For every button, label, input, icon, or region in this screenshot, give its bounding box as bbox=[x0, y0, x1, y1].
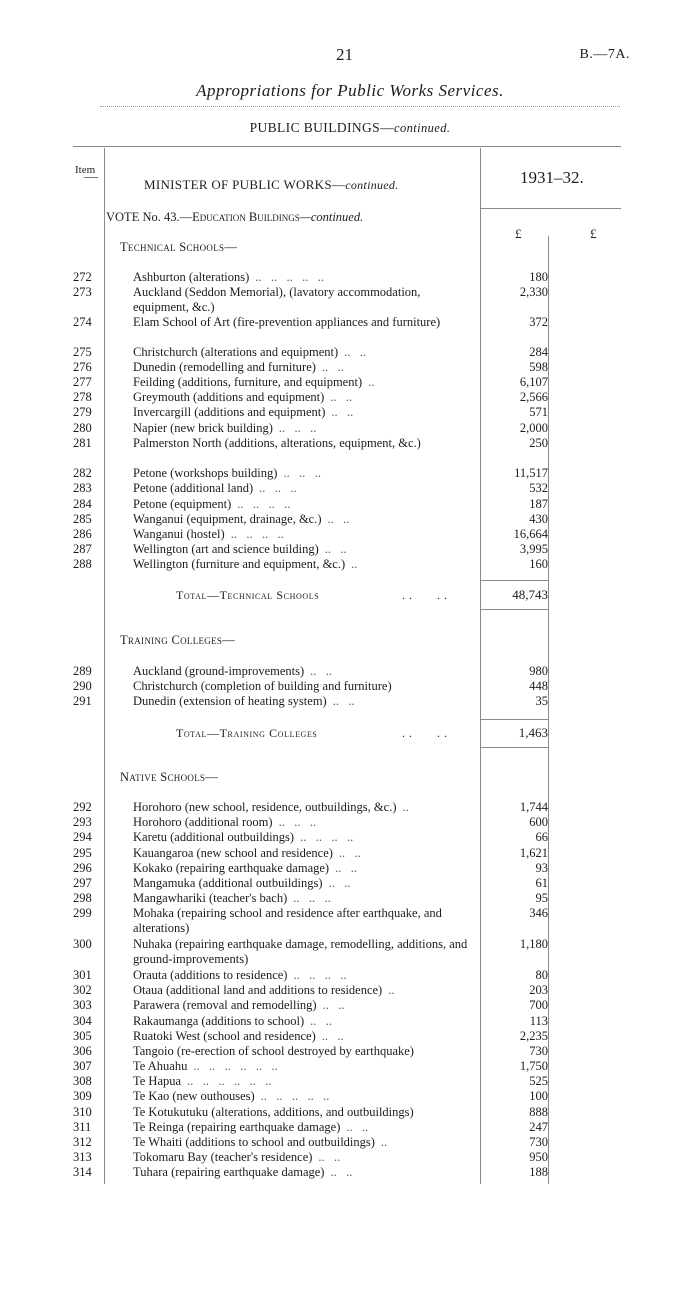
item-description bbox=[133, 1120, 475, 1135]
item-number: 295 bbox=[73, 846, 92, 860]
item-number: 290 bbox=[73, 679, 92, 693]
item-description bbox=[133, 1029, 475, 1044]
item-number: 296 bbox=[73, 861, 92, 875]
item-amount: 113 bbox=[529, 1014, 548, 1028]
item-description bbox=[133, 512, 475, 527]
item-number: 298 bbox=[73, 891, 92, 905]
item-amount: 95 bbox=[535, 891, 548, 905]
item-description bbox=[133, 891, 475, 906]
item-description bbox=[133, 830, 475, 845]
item-number: 293 bbox=[73, 815, 92, 829]
technical-total-rule bbox=[480, 580, 548, 581]
item-amount: 16,664 bbox=[513, 527, 548, 541]
item-description bbox=[133, 861, 475, 876]
leader-dots: .. bbox=[351, 557, 358, 571]
item-description-text: Petone (equipment) bbox=[133, 497, 232, 511]
leader-dots: .. .. bbox=[331, 405, 354, 419]
item-number: 275 bbox=[73, 345, 92, 359]
item-description bbox=[133, 983, 475, 998]
item-amount: 571 bbox=[529, 405, 548, 419]
section-heading-technical-schools: Technical Schools— bbox=[120, 240, 238, 254]
item-description-text: Orauta (additions to residence) bbox=[133, 968, 288, 982]
item-description-text: Te Ahuahu bbox=[133, 1059, 188, 1073]
leader-dots: .. .. bbox=[338, 846, 361, 860]
item-number: 276 bbox=[73, 360, 92, 374]
leader-dots: .. .. .. .. bbox=[293, 968, 347, 982]
training-total-leaders: .. .. bbox=[402, 726, 451, 740]
item-description bbox=[133, 527, 475, 542]
minister-main: MINISTER OF PUBLIC WORKS— bbox=[144, 177, 346, 192]
item-description bbox=[133, 815, 475, 830]
item-amount: 2,330 bbox=[519, 285, 548, 299]
year-underline bbox=[480, 208, 621, 209]
leader-dots: .. .. .. bbox=[293, 891, 331, 905]
item-description-text: Te Kotukutuku (alterations, additions, and outbuildings) bbox=[133, 1105, 414, 1119]
item-number: 273 bbox=[73, 285, 92, 299]
item-description bbox=[133, 405, 475, 420]
item-description-text: Christchurch (completion of building and furniture) bbox=[133, 679, 392, 693]
amount-column-left-border bbox=[480, 148, 481, 1184]
item-description bbox=[133, 1105, 475, 1120]
item-description bbox=[133, 360, 475, 375]
item-description bbox=[133, 315, 475, 330]
page-title: Appropriations for Public Works Services. bbox=[196, 81, 504, 100]
item-amount: 160 bbox=[529, 557, 548, 571]
item-description bbox=[133, 937, 475, 967]
leader-dots: .. .. bbox=[310, 1014, 333, 1028]
item-description-text: Kokako (repairing earthquake damage) bbox=[133, 861, 330, 875]
item-description-text: Ruatoki West (school and residence) bbox=[133, 1029, 316, 1043]
item-amount: 1,744 bbox=[519, 800, 548, 814]
item-amount: 35 bbox=[535, 694, 548, 708]
item-amount: 180 bbox=[529, 270, 548, 284]
item-description-text: Wellington (art and science building) bbox=[133, 542, 319, 556]
item-description bbox=[133, 968, 475, 983]
minister-heading bbox=[144, 177, 399, 193]
item-number: 297 bbox=[73, 876, 92, 890]
item-number: 282 bbox=[73, 466, 92, 480]
item-description-text: Tokomaru Bay (teacher's residence) bbox=[133, 1150, 313, 1164]
leader-dots: .. .. .. .. .. .. bbox=[187, 1074, 272, 1088]
item-description-text: Wanganui (equipment, drainage, &c.) bbox=[133, 512, 322, 526]
item-description-text: Mangamuka (additional outbuildings) bbox=[133, 876, 323, 890]
item-description-text: Tangoio (re-erection of school destroyed by earthquake) bbox=[133, 1044, 414, 1058]
leader-dots: .. .. .. .. bbox=[237, 497, 291, 511]
item-description-text: Tuhara (repairing earthquake damage) bbox=[133, 1165, 325, 1179]
item-number: 272 bbox=[73, 270, 92, 284]
technical-total-amount: 48,743 bbox=[512, 587, 548, 602]
item-number: 287 bbox=[73, 542, 92, 556]
leader-dots: .. .. bbox=[310, 664, 333, 678]
item-amount: 188 bbox=[529, 1165, 548, 1179]
item-number: 304 bbox=[73, 1014, 92, 1028]
item-amount: 2,235 bbox=[519, 1029, 548, 1043]
leader-dots: .. .. bbox=[328, 876, 351, 890]
leader-dots: .. .. .. bbox=[283, 466, 321, 480]
item-amount: 730 bbox=[529, 1044, 548, 1058]
leader-dots: .. .. .. .. bbox=[230, 527, 284, 541]
leader-dots: .. .. bbox=[321, 360, 344, 374]
leader-dots: .. bbox=[402, 800, 409, 814]
item-number: 312 bbox=[73, 1135, 92, 1149]
item-amount: 1,621 bbox=[519, 846, 548, 860]
item-description-text: Karetu (additional outbuildings) bbox=[133, 830, 295, 844]
training-total-label: Total—Training Colleges bbox=[176, 726, 318, 740]
item-description-text: Dunedin (extension of heating system) bbox=[133, 694, 327, 708]
training-total-amount: 1,463 bbox=[518, 725, 548, 740]
subtitle-main: PUBLIC BUILDINGS— bbox=[249, 120, 394, 135]
item-amount: 203 bbox=[529, 983, 548, 997]
item-amount: 3,995 bbox=[519, 542, 548, 556]
year-column-header: 1931–32. bbox=[520, 168, 584, 187]
item-description bbox=[133, 421, 475, 436]
vote-heading bbox=[106, 210, 363, 225]
item-description bbox=[133, 876, 475, 891]
minister-continued: continued. bbox=[345, 178, 399, 192]
leader-dots: .. .. bbox=[332, 694, 355, 708]
vote-prefix: VOTE No. 43.— bbox=[106, 210, 193, 224]
item-description-text: Parawera (removal and remodelling) bbox=[133, 998, 317, 1012]
item-description-text: Otaua (additional land and additions to residence) bbox=[133, 983, 383, 997]
item-column-divider bbox=[104, 148, 105, 1184]
item-description bbox=[133, 664, 475, 679]
item-amount: 346 bbox=[529, 906, 548, 920]
leader-dots: .. .. bbox=[346, 1120, 369, 1134]
item-number: 284 bbox=[73, 497, 92, 511]
item-number: 294 bbox=[73, 830, 92, 844]
leader-dots: .. .. .. .. .. bbox=[260, 1089, 330, 1103]
item-amount: 980 bbox=[529, 664, 548, 678]
item-number: 285 bbox=[73, 512, 92, 526]
item-description bbox=[133, 1014, 475, 1029]
item-number: 300 bbox=[73, 937, 92, 951]
leader-dots: .. bbox=[368, 375, 375, 389]
vote-name: Education Buildings bbox=[192, 210, 300, 224]
table-top-rule bbox=[73, 146, 621, 147]
item-description bbox=[133, 1165, 475, 1180]
item-amount: 187 bbox=[529, 497, 548, 511]
item-number: 286 bbox=[73, 527, 92, 541]
item-description-text: Wanganui (hostel) bbox=[133, 527, 225, 541]
leader-dots: .. .. bbox=[324, 542, 347, 556]
item-amount: 66 bbox=[535, 830, 548, 844]
item-amount: 1,750 bbox=[519, 1059, 548, 1073]
item-number: 301 bbox=[73, 968, 92, 982]
item-description bbox=[133, 1150, 475, 1165]
item-amount: 888 bbox=[529, 1105, 548, 1119]
item-number: 313 bbox=[73, 1150, 92, 1164]
item-description bbox=[133, 436, 475, 451]
leader-dots: .. .. bbox=[321, 1029, 344, 1043]
item-number: 307 bbox=[73, 1059, 92, 1073]
item-number: 274 bbox=[73, 315, 92, 329]
leader-dots: .. .. bbox=[344, 345, 367, 359]
item-description-text: Auckland (ground-improvements) bbox=[133, 664, 305, 678]
item-description-text: Kauangaroa (new school and residence) bbox=[133, 846, 333, 860]
section-heading-native-schools: Native Schools— bbox=[120, 770, 219, 784]
item-description bbox=[133, 1059, 475, 1074]
leader-dots: .. .. bbox=[322, 998, 345, 1012]
leader-dots: .. bbox=[380, 1135, 388, 1149]
item-description bbox=[133, 800, 475, 815]
item-description bbox=[133, 846, 475, 861]
item-number: 309 bbox=[73, 1089, 92, 1103]
item-number: 283 bbox=[73, 481, 92, 495]
item-description-text: Auckland (Seddon Memorial), (lavatory accommodation, equipment, &c.) bbox=[133, 285, 421, 314]
item-number: 281 bbox=[73, 436, 92, 450]
leader-dots: .. .. bbox=[335, 861, 357, 875]
item-description-text: Rakaumanga (additions to school) bbox=[133, 1014, 305, 1028]
item-description-text: Feilding (additions, furniture, and equipment) bbox=[133, 375, 363, 389]
item-description bbox=[133, 1044, 475, 1059]
item-description-text: Te Whaiti (additions to school and outbuildings) bbox=[133, 1135, 375, 1149]
item-description-text: Mohaka (repairing school and residence after earthquake, and alterations) bbox=[133, 906, 442, 935]
training-total-rule bbox=[480, 719, 548, 720]
item-amount: 2,566 bbox=[519, 390, 548, 404]
item-description-text: Napier (new brick building) bbox=[133, 421, 273, 435]
currency-symbol-column-1: £ bbox=[515, 226, 522, 241]
item-column-header: Item bbox=[75, 164, 96, 176]
item-description-text: Te Hapua bbox=[133, 1074, 182, 1088]
leader-dots: .. .. bbox=[330, 390, 353, 404]
item-description-text: Horohoro (additional room) bbox=[133, 815, 273, 829]
technical-total-leaders: .. .. bbox=[402, 588, 451, 602]
leader-dots: .. .. bbox=[318, 1150, 341, 1164]
page-number: 21 bbox=[336, 45, 353, 64]
item-description bbox=[133, 497, 475, 512]
item-number: 279 bbox=[73, 405, 92, 419]
item-description bbox=[133, 694, 475, 709]
item-header-dash bbox=[84, 177, 98, 178]
item-description bbox=[133, 375, 475, 390]
item-amount: 430 bbox=[529, 512, 548, 526]
item-number: 302 bbox=[73, 983, 92, 997]
item-amount: 950 bbox=[529, 1150, 548, 1164]
item-number: 314 bbox=[73, 1165, 92, 1179]
item-description bbox=[133, 1089, 475, 1104]
item-description-text: Greymouth (additions and equipment) bbox=[133, 390, 325, 404]
item-description bbox=[133, 390, 475, 405]
item-number: 280 bbox=[73, 421, 92, 435]
item-number: 299 bbox=[73, 906, 92, 920]
leader-dots: .. .. .. bbox=[259, 481, 297, 495]
item-amount: 600 bbox=[529, 815, 548, 829]
item-description-text: Nuhaka (repairing earthquake damage, remodelling, additions, and ground-improvements) bbox=[133, 937, 468, 966]
leader-dots: .. .. .. .. .. .. bbox=[193, 1059, 278, 1073]
item-description-text: Mangawhariki (teacher's bach) bbox=[133, 891, 288, 905]
item-number: 289 bbox=[73, 664, 92, 678]
item-amount: 598 bbox=[529, 360, 548, 374]
section-subtitle bbox=[0, 120, 700, 136]
technical-total-underline bbox=[480, 609, 548, 610]
leader-dots: .. .. bbox=[327, 512, 350, 526]
title-divider bbox=[100, 106, 620, 107]
leader-dots: .. .. .. bbox=[278, 815, 317, 829]
item-number: 277 bbox=[73, 375, 92, 389]
item-amount: 80 bbox=[535, 968, 548, 982]
leader-dots: .. .. .. bbox=[278, 421, 317, 435]
item-number: 292 bbox=[73, 800, 92, 814]
item-description-text: Horohoro (new school, residence, outbuildings, &c.) bbox=[133, 800, 397, 814]
item-number: 288 bbox=[73, 557, 92, 571]
item-amount: 6,107 bbox=[519, 375, 548, 389]
currency-symbol-column-2: £ bbox=[590, 226, 597, 241]
item-amount: 2,000 bbox=[519, 421, 548, 435]
item-description bbox=[133, 998, 475, 1013]
subtitle-continued: continued. bbox=[394, 121, 451, 135]
item-number: 306 bbox=[73, 1044, 92, 1058]
item-amount: 61 bbox=[535, 876, 548, 890]
technical-total-label: Total—Technical Schools bbox=[176, 588, 320, 602]
amount-column-divider bbox=[548, 236, 549, 1184]
item-amount: 93 bbox=[535, 861, 548, 875]
leader-dots: .. .. .. .. .. bbox=[255, 270, 325, 284]
leader-dots: .. .. bbox=[330, 1165, 353, 1179]
leader-dots: .. .. .. .. bbox=[300, 830, 354, 844]
item-description-text: Ashburton (alterations) bbox=[133, 270, 250, 284]
item-number: 305 bbox=[73, 1029, 92, 1043]
item-description-text: Te Kao (new outhouses) bbox=[133, 1089, 255, 1103]
item-description bbox=[133, 481, 475, 496]
item-description bbox=[133, 542, 475, 557]
item-amount: 700 bbox=[529, 998, 548, 1012]
item-number: 291 bbox=[73, 694, 92, 708]
item-description bbox=[133, 285, 475, 315]
item-amount: 448 bbox=[529, 679, 548, 693]
item-amount: 284 bbox=[529, 345, 548, 359]
item-amount: 372 bbox=[529, 315, 548, 329]
item-description bbox=[133, 466, 475, 481]
item-description bbox=[133, 906, 475, 936]
item-amount: 250 bbox=[529, 436, 548, 450]
item-number: 311 bbox=[73, 1120, 92, 1134]
item-description-text: Petone (additional land) bbox=[133, 481, 254, 495]
item-amount: 730 bbox=[529, 1135, 548, 1149]
item-description-text: Invercargill (additions and equipment) bbox=[133, 405, 326, 419]
item-description-text: Christchurch (alterations and equipment) bbox=[133, 345, 339, 359]
item-amount: 11,517 bbox=[514, 466, 548, 480]
item-description bbox=[133, 679, 475, 694]
item-description-text: Dunedin (remodelling and furniture) bbox=[133, 360, 316, 374]
item-description bbox=[133, 345, 475, 360]
item-description bbox=[133, 270, 475, 285]
item-amount: 525 bbox=[529, 1074, 548, 1088]
item-amount: 247 bbox=[529, 1120, 548, 1134]
item-description-text: Petone (workshops building) bbox=[133, 466, 278, 480]
training-total-underline bbox=[480, 747, 548, 748]
item-amount: 100 bbox=[529, 1089, 548, 1103]
item-description bbox=[133, 1135, 475, 1150]
leader-dots: .. bbox=[388, 983, 395, 997]
item-number: 278 bbox=[73, 390, 92, 404]
item-description-text: Te Reinga (repairing earthquake damage) bbox=[133, 1120, 341, 1134]
item-description-text: Wellington (furniture and equipment, &c.) bbox=[133, 557, 346, 571]
section-heading-training-colleges: Training Colleges— bbox=[120, 633, 235, 647]
item-number: 308 bbox=[73, 1074, 92, 1088]
item-description bbox=[133, 557, 475, 572]
vote-continued: —continued. bbox=[299, 210, 364, 224]
document-reference: B.—7A. bbox=[579, 47, 630, 62]
item-description bbox=[133, 1074, 475, 1089]
item-number: 303 bbox=[73, 998, 92, 1012]
item-number: 310 bbox=[73, 1105, 92, 1119]
item-description-text: Elam School of Art (fire-prevention appliances and furniture) bbox=[133, 315, 441, 329]
item-amount: 1,180 bbox=[519, 937, 548, 951]
item-amount: 532 bbox=[529, 481, 548, 495]
item-description-text: Palmerston North (additions, alterations, equipment, &c.) bbox=[133, 436, 421, 450]
